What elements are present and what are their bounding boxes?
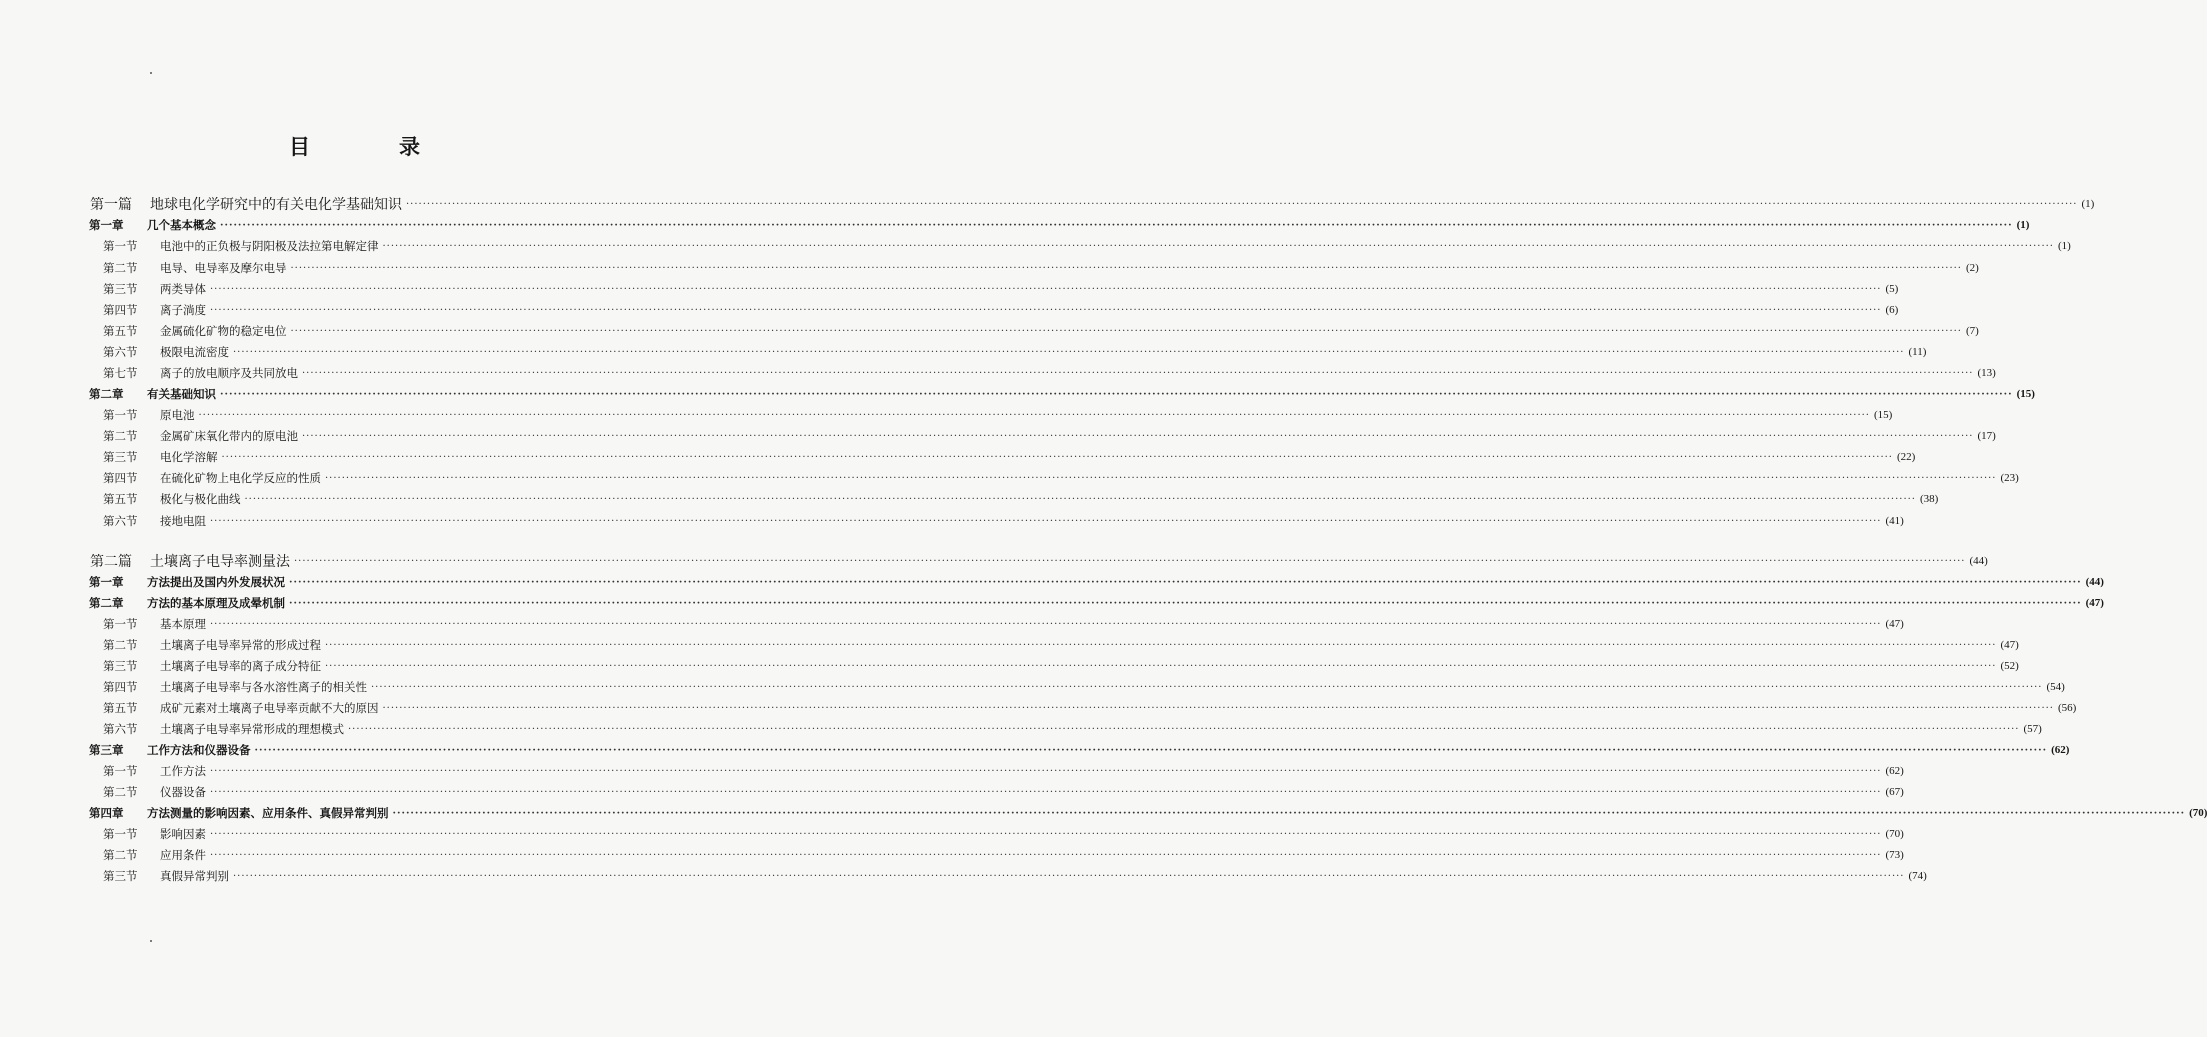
toc-entry-number: 第一节 xyxy=(103,827,138,841)
toc-entry-number: 第四节 xyxy=(103,303,138,317)
toc-entry-number: 第一章 xyxy=(89,218,124,232)
dot-leader: ················································································································································································································································································································································································································ xyxy=(220,389,2013,400)
toc-entry-label xyxy=(103,407,195,423)
toc-page-number: (6) xyxy=(1885,304,1899,316)
toc-page-number: (62) xyxy=(1885,765,1904,777)
dot-leader: ················································································································································································································································································································································································································ xyxy=(210,829,1882,840)
dot-leader: ················································································································································································································································································································································································································ xyxy=(210,787,1882,798)
dot-leader: ················································································································································································································································································································································································································ xyxy=(289,598,2082,609)
toc-entry-number: 第一节 xyxy=(103,764,138,778)
toc-entry-title: 金属矿床氧化带内的原电池 xyxy=(160,429,298,443)
toc-section-row xyxy=(103,678,2065,696)
toc-page-number: (47) xyxy=(2085,597,2104,609)
toc-entry-label xyxy=(103,238,379,254)
toc-page-number: (47) xyxy=(2000,639,2019,651)
toc-entry-title: 土壤离子电导率的离子成分特征 xyxy=(160,659,321,673)
toc-entry-label xyxy=(89,217,216,233)
toc-entry-title: 离子淌度 xyxy=(160,303,206,317)
toc-entry-label xyxy=(89,742,251,758)
dot-leader: ················································································································································································································································································································································································································ xyxy=(325,473,1997,484)
toc-entry-label xyxy=(103,260,287,276)
toc-entry-label xyxy=(103,491,241,507)
toc-entry-label xyxy=(90,194,402,214)
toc-entry-number: 第一节 xyxy=(103,617,138,631)
dot-leader: ················································································································································································································································································································································································································ xyxy=(392,808,2186,819)
toc-entry-title: 几个基本概念 xyxy=(147,218,216,232)
dot-leader: ················································································································································································································································································································································································································ xyxy=(210,850,1882,861)
dot-leader: ················································································································································································································································································································································································································ xyxy=(254,745,2048,756)
toc-section-row xyxy=(103,512,1904,530)
toc-entry-label xyxy=(103,365,298,381)
toc-entry-label xyxy=(103,302,206,318)
toc-chapter-row xyxy=(89,804,2207,822)
toc-page-number: (52) xyxy=(2000,660,2019,672)
toc-section-row xyxy=(103,720,2042,738)
toc-entry-title: 电化学溶解 xyxy=(160,450,218,464)
toc-section-row xyxy=(103,657,2019,675)
dot-leader: ················································································································································································································································································································································································································ xyxy=(289,577,2082,588)
toc-chapter-row xyxy=(89,573,2104,591)
toc-page-number: (44) xyxy=(1969,555,1988,567)
toc-page-number: (57) xyxy=(2023,723,2042,735)
toc-entry-number: 第五节 xyxy=(103,492,138,506)
toc-page-number: (1) xyxy=(2081,198,2095,210)
dot-leader: ················································································································································································································································································································································································································ xyxy=(221,452,1893,463)
dot-leader: ················································································································································································································································································································································································································ xyxy=(325,661,1997,672)
toc-page-number: (11) xyxy=(1908,346,1927,358)
toc-section-row xyxy=(103,490,1939,508)
dot-leader: ················································································································································································································································································································································································································ xyxy=(294,556,1966,567)
toc-page-number: (7) xyxy=(1965,325,1979,337)
toc-entry-number: 第二节 xyxy=(103,429,138,443)
toc-page-number: (67) xyxy=(1885,786,1904,798)
toc-entry-label xyxy=(89,574,285,590)
toc-chapter-row xyxy=(89,385,2035,403)
toc-entry-title: 土壤离子电导率与各水溶性离子的相关性 xyxy=(160,680,367,694)
toc-page-number: (73) xyxy=(1885,849,1904,861)
toc-entry-number: 第一章 xyxy=(89,575,124,589)
page-title: 目 录 xyxy=(289,134,454,159)
toc-page-number: (70) xyxy=(1885,828,1904,840)
dot-leader: ················································································································································································································································································································································································································ xyxy=(325,640,1997,651)
toc-section-row xyxy=(103,259,1979,277)
toc-entry-title: 地球电化学研究中的有关电化学基础知识 xyxy=(150,197,402,213)
toc-entry-number: 第七节 xyxy=(103,366,138,380)
toc-section-row xyxy=(103,846,1904,864)
toc-entry-label xyxy=(103,700,379,716)
toc-entry-title: 方法的基本原理及成晕机制 xyxy=(147,596,285,610)
toc-entry-title: 接地电阻 xyxy=(160,514,206,528)
toc-entry-label xyxy=(103,721,344,737)
toc-entry-title: 极化与极化曲线 xyxy=(160,492,241,506)
toc-section-row xyxy=(103,406,1893,424)
toc-entry-number: 第五节 xyxy=(103,324,138,338)
toc-page-number: (74) xyxy=(1908,870,1927,882)
toc-entry-number: 第二节 xyxy=(103,638,138,652)
toc-entry-label xyxy=(103,470,321,486)
toc-page-number: (15) xyxy=(1873,409,1893,421)
toc-entry-title: 电池中的正负极与阴阳极及法拉第电解定律 xyxy=(160,239,379,253)
dot-leader: ················································································································································································································································································································································································································ xyxy=(233,347,1905,358)
toc-entry-number: 第四章 xyxy=(89,806,124,820)
toc-entry-label xyxy=(89,595,285,611)
dot-leader: ················································································································································································································································································································································································································ xyxy=(290,326,1962,337)
toc-entry-number: 第五节 xyxy=(103,701,138,715)
toc-page-number: (70) xyxy=(2189,807,2207,819)
toc-page-number: (17) xyxy=(1977,430,1996,442)
toc-section-row xyxy=(103,867,1927,885)
dot-leader: ················································································································································································································································································································································································································ xyxy=(406,199,2078,210)
scan-speck xyxy=(150,72,152,74)
toc-page-number: (47) xyxy=(1885,618,1904,630)
toc-entry-title: 基本原理 xyxy=(160,617,206,631)
toc-chapter-row xyxy=(89,741,2070,759)
toc-entry-label xyxy=(103,826,206,842)
toc-page-number: (62) xyxy=(2051,744,2070,756)
toc-entry-title: 工作方法和仪器设备 xyxy=(147,743,251,757)
toc-entry-number: 第一节 xyxy=(103,408,138,422)
toc-entry-number: 第三章 xyxy=(89,743,124,757)
toc-section-row xyxy=(103,343,1927,361)
toc-page-number: (2) xyxy=(1965,262,1979,274)
toc-entry-label xyxy=(89,805,389,821)
dot-leader: ················································································································································································································································································································································································································ xyxy=(220,220,2013,231)
dot-leader: ················································································································································································································································································································································································································ xyxy=(198,410,1870,421)
toc-chapter-row xyxy=(89,594,2104,612)
toc-chapter-row xyxy=(89,216,2030,234)
toc-entry-label xyxy=(90,551,290,571)
toc-entry-number: 第二篇 xyxy=(90,554,132,570)
toc-page-number: (13) xyxy=(1977,367,1996,379)
toc-section-row xyxy=(103,783,1904,801)
toc-entry-title: 方法测量的影响因素、应用条件、真假异常判别 xyxy=(147,806,389,820)
dot-leader: ················································································································································································································································································································································································································ xyxy=(382,241,2054,252)
toc-section-row xyxy=(103,280,1899,298)
toc-page-number: (5) xyxy=(1885,283,1899,295)
toc-section-row xyxy=(103,825,1904,843)
toc-entry-title: 方法提出及国内外发展状况 xyxy=(147,575,285,589)
toc-entry-title: 土壤离子电导率测量法 xyxy=(150,554,290,570)
toc-entry-number: 第二节 xyxy=(103,848,138,862)
toc-section-row xyxy=(103,762,1904,780)
toc-page-number: (23) xyxy=(2000,472,2019,484)
toc-section-row xyxy=(103,427,1996,445)
toc-page-number: (1) xyxy=(2016,219,2030,231)
toc-part-row xyxy=(90,552,1988,570)
toc-entry-label xyxy=(103,449,218,465)
toc-entry-label xyxy=(103,847,206,863)
dot-leader: ················································································································································································································································································································································································································ xyxy=(210,516,1882,527)
toc-entry-number: 第三节 xyxy=(103,282,138,296)
toc-entry-number: 第六节 xyxy=(103,345,138,359)
toc-page-number: (56) xyxy=(2057,702,2077,714)
toc-section-row xyxy=(103,469,2019,487)
toc-section-row xyxy=(103,237,2071,255)
toc-entry-title: 影响因素 xyxy=(160,827,206,841)
dot-leader: ················································································································································································································································································································································································································ xyxy=(210,284,1882,295)
toc-page-number: (15) xyxy=(2016,388,2035,400)
dot-leader: ················································································································································································································································································································································································································ xyxy=(371,682,2043,693)
toc-entry-number: 第四节 xyxy=(103,471,138,485)
toc-entry-title: 应用条件 xyxy=(160,848,206,862)
dot-leader: ················································································································································································································································································································································································································ xyxy=(348,724,2020,735)
toc-entry-number: 第一篇 xyxy=(90,197,132,213)
toc-entry-label xyxy=(103,323,287,339)
toc-page-number: (1) xyxy=(2057,240,2071,252)
toc-entry-title: 土壤离子电导率异常的形成过程 xyxy=(160,638,321,652)
toc-section-row xyxy=(103,615,1904,633)
toc-entry-title: 电导、电导率及摩尔电导 xyxy=(160,261,287,275)
toc-section-row xyxy=(103,699,2077,717)
toc-entry-title: 工作方法 xyxy=(160,764,206,778)
dot-leader: ················································································································································································································································································································································································································ xyxy=(382,703,2054,714)
toc-entry-title: 在硫化矿物上电化学反应的性质 xyxy=(160,471,321,485)
toc-section-row xyxy=(103,364,1996,382)
toc-entry-number: 第三节 xyxy=(103,869,138,883)
toc-section-row xyxy=(103,301,1899,319)
toc-entry-label xyxy=(103,428,298,444)
toc-entry-number: 第六节 xyxy=(103,514,138,528)
dot-leader: ················································································································································································································································································································································································································ xyxy=(233,871,1905,882)
toc-entry-title: 离子的放电顺序及共同放电 xyxy=(160,366,298,380)
toc-page-number: (22) xyxy=(1896,451,1916,463)
toc-entry-label xyxy=(103,679,367,695)
dot-leader: ················································································································································································································································································································································································································ xyxy=(210,305,1882,316)
toc-entry-title: 真假异常判别 xyxy=(160,869,229,883)
dot-leader: ················································································································································································································································································································································································································ xyxy=(290,263,1962,274)
toc-entry-label xyxy=(103,784,206,800)
toc-section-row xyxy=(103,636,2019,654)
toc-entry-number: 第二节 xyxy=(103,261,138,275)
toc-entry-label xyxy=(103,344,229,360)
toc-section-row xyxy=(103,322,1979,340)
toc-entry-label xyxy=(103,513,206,529)
toc-entry-number: 第四节 xyxy=(103,680,138,694)
dot-leader: ················································································································································································································································································································································································································ xyxy=(244,494,1916,505)
toc-entry-number: 第二章 xyxy=(89,596,124,610)
toc-entry-number: 第六节 xyxy=(103,722,138,736)
toc-entry-number: 第一节 xyxy=(103,239,138,253)
toc-part-row xyxy=(90,195,2095,213)
toc-entry-number: 第三节 xyxy=(103,659,138,673)
dot-leader: ················································································································································································································································································································································································································ xyxy=(210,619,1882,630)
toc-page-number: (54) xyxy=(2046,681,2065,693)
toc-entry-number: 第三节 xyxy=(103,450,138,464)
dot-leader: ················································································································································································································································································································································································································ xyxy=(302,431,1974,442)
toc-page-number: (38) xyxy=(1919,493,1939,505)
toc-entry-label xyxy=(103,616,206,632)
toc-entry-label xyxy=(89,386,216,402)
dot-leader: ················································································································································································································································································································································································································ xyxy=(210,766,1882,777)
toc-entry-label xyxy=(103,763,206,779)
toc-entry-title: 成矿元素对土壤离子电导率贡献不大的原因 xyxy=(160,701,379,715)
toc-entry-number: 第二节 xyxy=(103,785,138,799)
toc-entry-title: 原电池 xyxy=(160,408,195,422)
scan-speck xyxy=(150,940,152,942)
toc-entry-label xyxy=(103,868,229,884)
dot-leader: ················································································································································································································································································································································································································ xyxy=(302,368,1974,379)
toc-page-number: (44) xyxy=(2085,576,2104,588)
toc-entry-title: 金属硫化矿物的稳定电位 xyxy=(160,324,287,338)
toc-entry-title: 极限电流密度 xyxy=(160,345,229,359)
toc-entry-title: 土壤离子电导率异常形成的理想模式 xyxy=(160,722,344,736)
toc-section-row xyxy=(103,448,1916,466)
toc-page-number: (41) xyxy=(1885,515,1904,527)
toc-entry-title: 有关基础知识 xyxy=(147,387,216,401)
toc-entry-label xyxy=(103,637,321,653)
toc-entry-label xyxy=(103,658,321,674)
toc-entry-title: 两类导体 xyxy=(160,282,206,296)
toc-entry-number: 第二章 xyxy=(89,387,124,401)
toc-entry-title: 仪器设备 xyxy=(160,785,206,799)
toc-entry-label xyxy=(103,281,206,297)
